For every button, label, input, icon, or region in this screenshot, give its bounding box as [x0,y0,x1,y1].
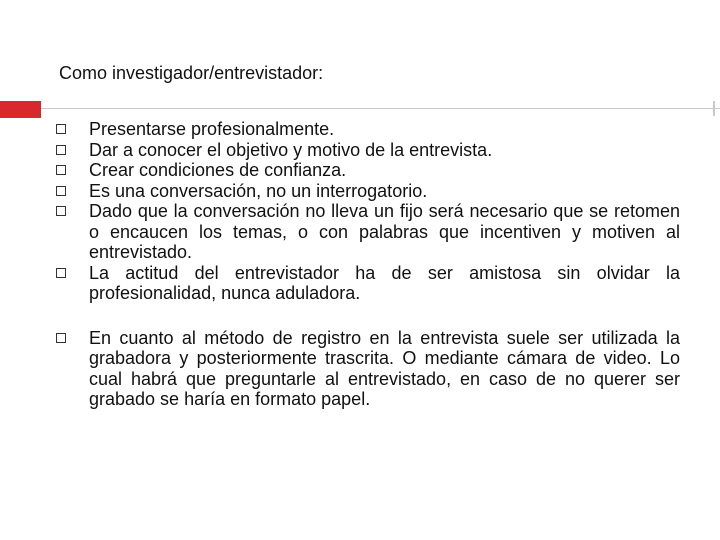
divider-line [41,108,720,109]
list-item-text: Dar a conocer el objetivo y motivo de la entrevista. [89,139,493,160]
square-bullet-icon [56,145,66,155]
list-item-text: Presentarse profesionalmente. [89,119,335,139]
list-item-text: En cuanto al método de registro en la entrevista suele ser utilizada la grabadora y posteriormente trascrita. O mediante cámara de video. Lo cual habrá que preguntarle al entrevistado, en caso de no querer ser grabado se haría en formato papel. [89,327,680,409]
accent-bar [0,101,41,118]
square-bullet-icon [56,268,66,278]
list-item [56,140,680,161]
square-bullet-icon [56,333,66,343]
list-item [56,181,680,202]
list-item [56,328,680,410]
square-bullet-icon [56,206,66,216]
list-item-text: Crear condiciones de confianza. [89,160,347,180]
list-item-text: La actitud del entrevistador ha de ser amistosa sin olvidar la profesionalidad, nunca aduladora. [89,262,680,303]
slide-title: Como investigador/entrevistador: [59,63,324,83]
bullet-list [56,119,680,410]
list-item [56,201,680,263]
list-item [56,263,680,304]
square-bullet-icon [56,186,66,196]
list-item [56,119,680,140]
square-bullet-icon [56,165,66,175]
list-item-text: Es una conversación, no un interrogatorio. [89,180,428,201]
list-item-text: Dado que la conversación no lleva un fijo será necesario que se retomen o encaucen los temas, o con palabras que incentiven y motiven al entrevistado. [89,201,680,262]
square-bullet-icon [56,124,66,134]
divider-end-tick [713,101,715,116]
list-item [56,160,680,181]
